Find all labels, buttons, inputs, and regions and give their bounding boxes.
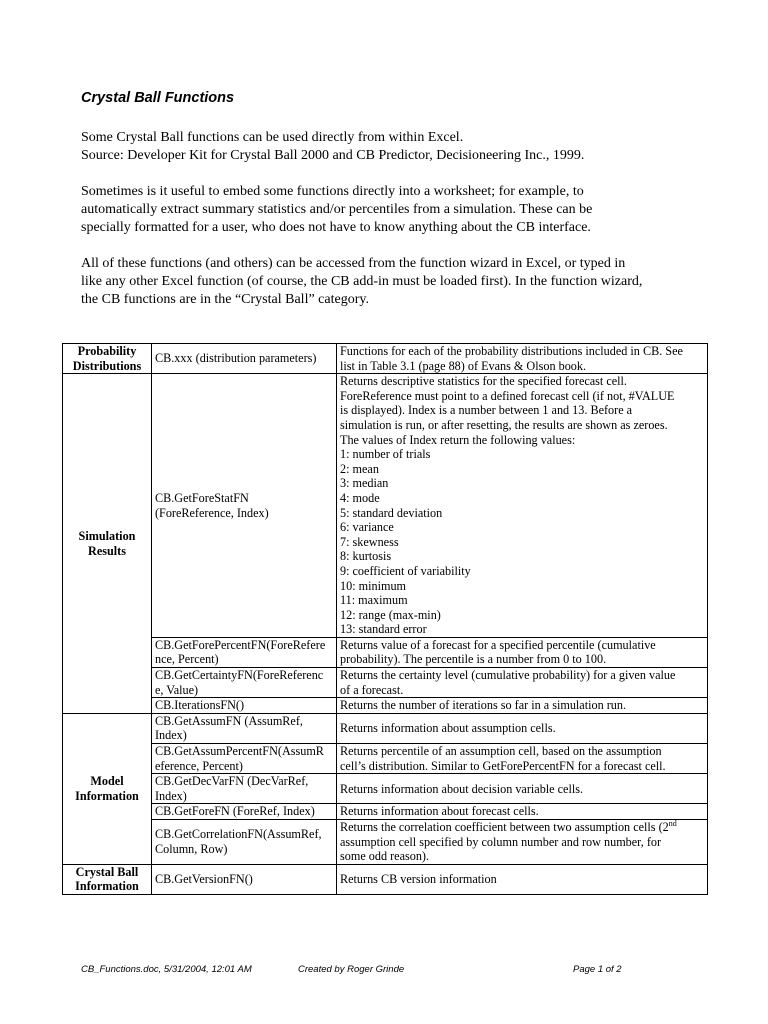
function-name: CB.GetAssumFN (AssumRef,	[155, 713, 303, 728]
index-value-line: 5: standard deviation	[340, 505, 443, 520]
paragraph-line: Sometimes is it useful to embed some functions directly into a worksheet; for example, to	[81, 184, 584, 199]
description-line: of a forecast.	[340, 682, 404, 697]
index-value-line: 13: standard error	[340, 622, 427, 637]
index-value-line: 6: variance	[340, 520, 394, 535]
functions-table	[62, 343, 708, 895]
function-description-cell	[337, 344, 708, 374]
description-line: ForeReference must point to a defined forecast cell (if not, #VALUE	[340, 388, 675, 403]
table-row	[63, 344, 708, 374]
function-name: Index)	[155, 788, 187, 803]
description-line: Returns the certainty level (cumulative probability) for a given value	[340, 668, 676, 683]
intro-line: Some Crystal Ball functions can be used directly from within Excel.	[81, 130, 464, 145]
category-label: Information	[75, 788, 139, 803]
function-description-cell	[337, 713, 708, 743]
table-row	[63, 637, 708, 667]
function-name: CB.GetDecVarFN (DecVarRef,	[155, 774, 309, 789]
description-line: cell’s distribution. Similar to GetForePercentFN for a forecast cell.	[340, 758, 666, 773]
table-row	[63, 668, 708, 698]
description-line: some odd reason).	[340, 849, 430, 864]
description-line: simulation is run, or after resetting, the results are shown as zeroes.	[340, 417, 668, 432]
function-description-cell	[337, 698, 708, 714]
table-row	[63, 804, 708, 820]
description-line: assumption cell specified by column number and row number, for	[340, 834, 662, 849]
embed-paragraph	[81, 183, 691, 237]
paragraph-line: All of these functions (and others) can be accessed from the function wizard in Excel, or typed in	[81, 256, 626, 271]
description-line: Returns descriptive statistics for the specified forecast cell.	[340, 374, 627, 389]
description-text: Returns the correlation coefficient between two assumption cells (2	[340, 820, 669, 834]
footer-page-number: Page 1 of 2	[573, 964, 622, 975]
index-value-line: 9: coefficient of variability	[340, 563, 471, 578]
function-name: CB.IterationsFN()	[155, 698, 245, 713]
function-name: e, Value)	[155, 682, 199, 697]
wizard-paragraph	[81, 255, 691, 309]
category-label: Results	[88, 543, 126, 558]
superscript: nd	[668, 818, 677, 828]
category-probability-distributions	[63, 344, 152, 374]
function-name: nce, Percent)	[155, 652, 219, 667]
table-row	[63, 820, 708, 865]
category-label: Model	[90, 774, 124, 789]
function-name: (ForeReference, Index)	[155, 505, 269, 520]
function-name: CB.GetAssumPercentFN(AssumR	[155, 744, 324, 759]
description-line: Returns information about forecast cells.	[340, 804, 539, 819]
description-line: Returns percentile of an assumption cell, based on the assumption	[340, 744, 662, 759]
function-name: CB.GetCertaintyFN(ForeReferenc	[155, 668, 324, 683]
category-label: Simulation	[78, 528, 136, 543]
category-crystal-ball-information	[63, 864, 152, 894]
function-name: CB.GetForeStatFN	[155, 490, 249, 505]
page-title: Crystal Ball Functions	[81, 90, 235, 106]
function-name-cell	[152, 713, 337, 743]
paragraph-line: automatically extract summary statistics and/or percentiles from a simulation. These can be	[81, 202, 593, 217]
function-name-cell	[152, 374, 337, 638]
index-value-line: 4: mode	[340, 490, 380, 505]
index-value-line: 12: range (max-min)	[340, 607, 441, 622]
paragraph-line: specially formatted for a user, who does not have to know anything about the CB interface.	[81, 220, 591, 235]
category-label: Crystal Ball	[75, 864, 139, 879]
source-line: Source: Developer Kit for Crystal Ball 2000 and CB Predictor, Decisioneering Inc., 1999.	[81, 148, 585, 163]
index-value-line: 8: kurtosis	[340, 549, 392, 564]
function-description-cell	[337, 637, 708, 667]
category-model-information	[63, 713, 152, 864]
function-description-cell	[337, 804, 708, 820]
function-name-cell	[152, 668, 337, 698]
function-name: CB.GetForeFN (ForeRef, Index)	[155, 804, 315, 819]
description-line: Returns information about decision variable cells.	[340, 781, 584, 796]
function-name-cell	[152, 744, 337, 774]
function-name-cell	[152, 698, 337, 714]
index-value-line: 2: mean	[340, 461, 379, 476]
function-description-cell	[337, 668, 708, 698]
description-line: Returns CB version information	[340, 872, 497, 887]
category-label: Information	[75, 879, 139, 894]
function-name: CB.GetCorrelationFN(AssumRef,	[155, 827, 322, 842]
table-row	[63, 864, 708, 894]
table-row	[63, 774, 708, 804]
function-name: Column, Row)	[155, 841, 228, 856]
function-name: CB.GetVersionFN()	[155, 872, 253, 887]
function-name-cell	[152, 637, 337, 667]
index-value-line: 1: number of trials	[340, 447, 431, 462]
intro-paragraph	[81, 129, 691, 165]
function-name-cell	[152, 344, 337, 374]
function-name-cell	[152, 864, 337, 894]
description-line: list in Table 3.1 (page 88) of Evans & Olson book.	[340, 358, 587, 373]
function-name: CB.GetForePercentFN(ForeRefere	[155, 637, 326, 652]
index-value-line: 10: minimum	[340, 578, 407, 593]
function-description-cell	[337, 744, 708, 774]
function-name-cell	[152, 804, 337, 820]
category-label: Distributions	[72, 358, 142, 373]
description-line: Functions for each of the probability distributions included in CB. See	[340, 344, 683, 358]
paragraph-line: the CB functions are in the “Crystal Ball” category.	[81, 292, 369, 307]
table-row	[63, 744, 708, 774]
description-line	[340, 820, 704, 835]
function-name-cell	[152, 820, 337, 865]
index-value-line: 11: maximum	[340, 593, 408, 608]
footer-author: Created by Roger Grinde	[298, 964, 405, 975]
description-line: The values of Index return the following values:	[340, 432, 576, 447]
description-line: Returns the number of iterations so far in a simulation run.	[340, 698, 627, 713]
description-line: Returns value of a forecast for a specified percentile (cumulative	[340, 637, 656, 652]
function-description-cell	[337, 774, 708, 804]
function-description-cell	[337, 374, 708, 638]
footer-filename: CB_Functions.doc, 5/31/2004, 12:01 AM	[81, 964, 252, 975]
description-line: probability). The percentile is a number from 0 to 100.	[340, 652, 607, 667]
category-simulation-results	[63, 374, 152, 714]
function-name: CB.xxx (distribution parameters)	[155, 351, 317, 366]
function-description-cell	[337, 864, 708, 894]
description-line: Returns information about assumption cells.	[340, 721, 556, 736]
category-label: Probability	[77, 344, 137, 358]
function-description-cell	[337, 820, 708, 865]
index-value-line: 3: median	[340, 476, 389, 491]
table-row	[63, 374, 708, 638]
function-name: eference, Percent)	[155, 758, 243, 773]
table-row	[63, 698, 708, 714]
function-name-cell	[152, 774, 337, 804]
index-value-line: 7: skewness	[340, 534, 399, 549]
function-name: Index)	[155, 728, 187, 743]
table-row	[63, 713, 708, 743]
paragraph-line: like any other Excel function (of course, the CB add-in must be loaded first). In the function wizard,	[81, 274, 643, 289]
description-line: is displayed). Index is a number between 1 and 13. Before a	[340, 403, 633, 418]
